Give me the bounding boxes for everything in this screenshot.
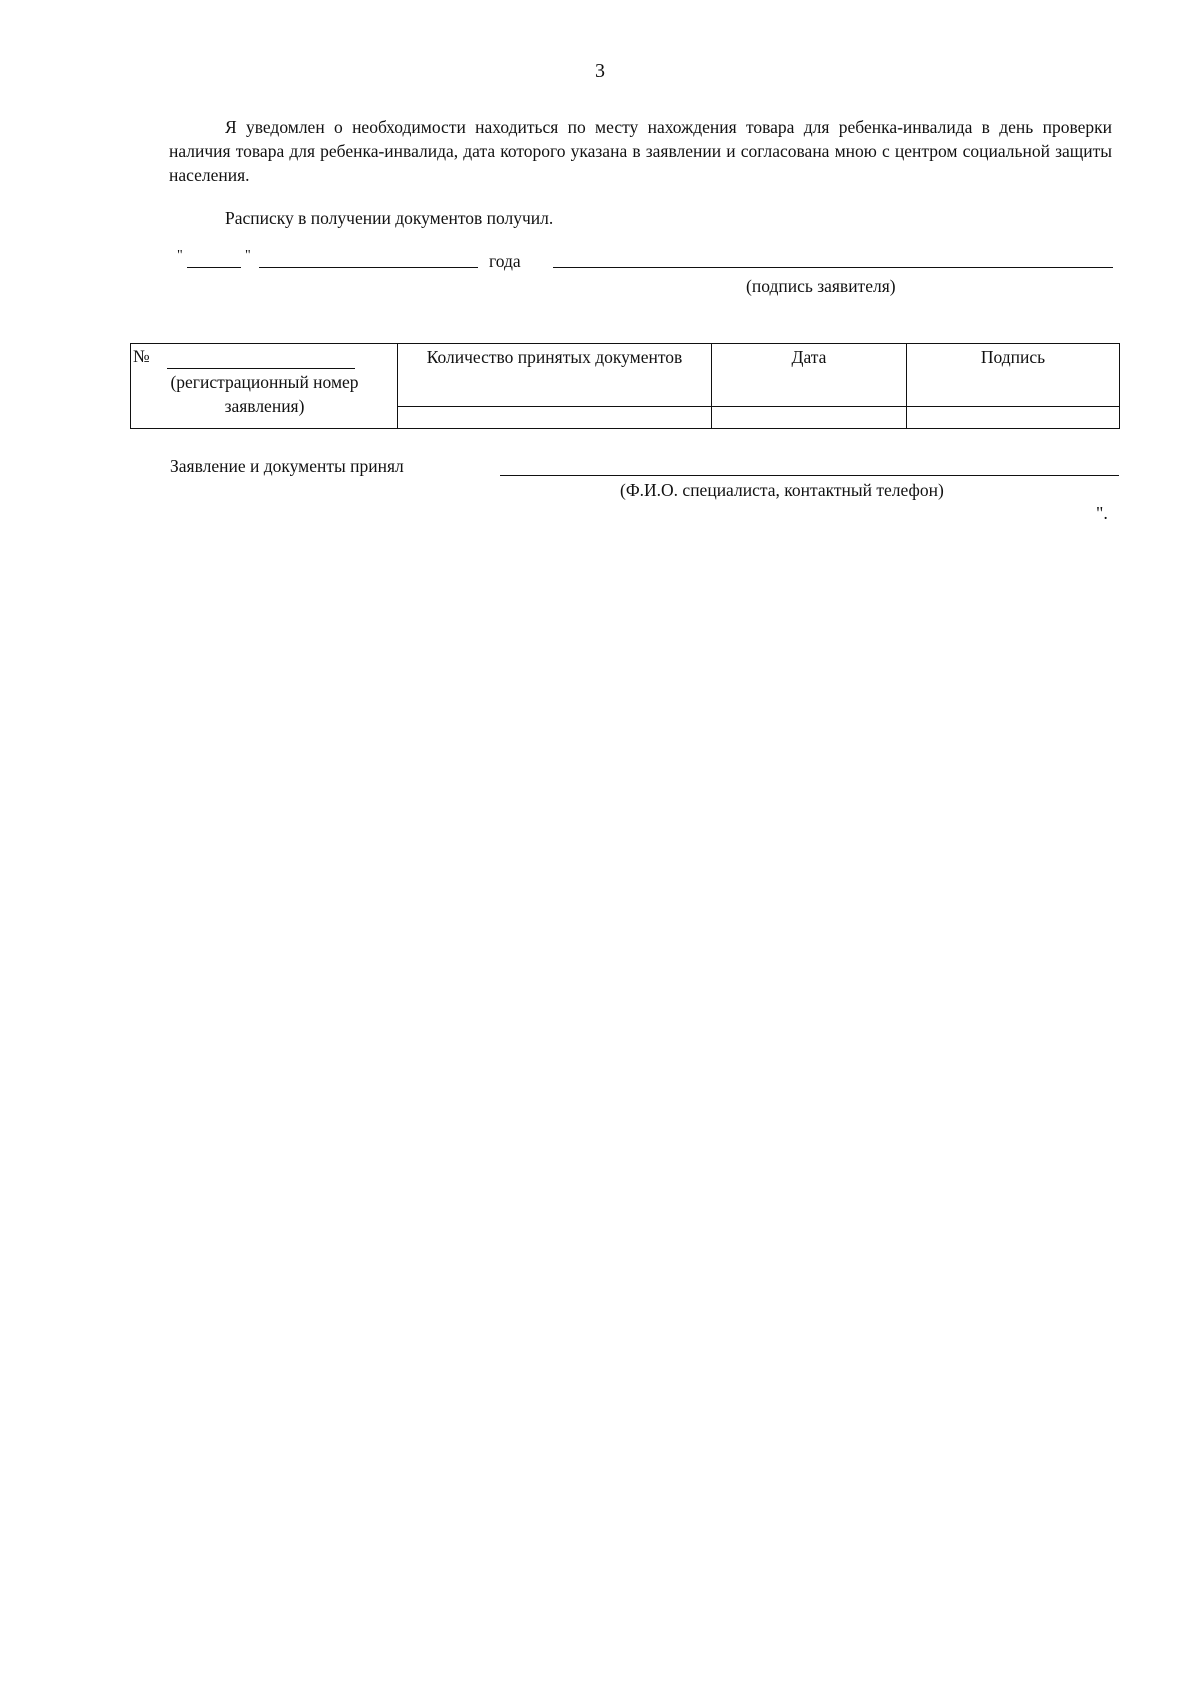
registration-number-cell bbox=[131, 344, 398, 429]
header-signature: Подпись bbox=[907, 344, 1120, 407]
year-word: года bbox=[489, 251, 521, 271]
day-blank-line bbox=[187, 267, 241, 268]
registration-number-line bbox=[167, 368, 355, 369]
specialist-line bbox=[500, 475, 1119, 476]
applicant-signature-line bbox=[553, 267, 1113, 268]
notice-paragraph: Я уведомлен о необходимости находиться по месту нахождения товара для ребенка-инвалида в день проверки наличия товара для ребенка-инвалида, дата которого указана в заявлении и согласована мною с центром социальной защиты населения. bbox=[169, 117, 1112, 185]
number-sign: № bbox=[133, 346, 150, 366]
month-blank-line bbox=[259, 267, 478, 268]
header-date: Дата bbox=[712, 344, 907, 407]
date-cell[interactable] bbox=[712, 406, 907, 428]
applicant-signature-caption: (подпись заявителя) bbox=[746, 276, 896, 296]
specialist-caption: (Ф.И.О. специалиста, контактный телефон) bbox=[620, 480, 944, 500]
header-documents-count: Количество принятых документов bbox=[398, 344, 712, 407]
page-number: 3 bbox=[595, 60, 605, 82]
acceptance-label: Заявление и документы принял bbox=[170, 456, 404, 476]
documents-count-cell[interactable] bbox=[398, 406, 712, 428]
registration-table bbox=[130, 343, 1120, 429]
signature-cell[interactable] bbox=[907, 406, 1120, 428]
registration-number-caption: (регистрационный номер заявления) bbox=[170, 372, 359, 416]
closing-mark: ". bbox=[1096, 503, 1108, 523]
receipt-text: Расписку в получении документов получил. bbox=[225, 208, 554, 228]
date-open-quote: " bbox=[177, 248, 183, 263]
date-close-quote: " bbox=[245, 248, 251, 263]
